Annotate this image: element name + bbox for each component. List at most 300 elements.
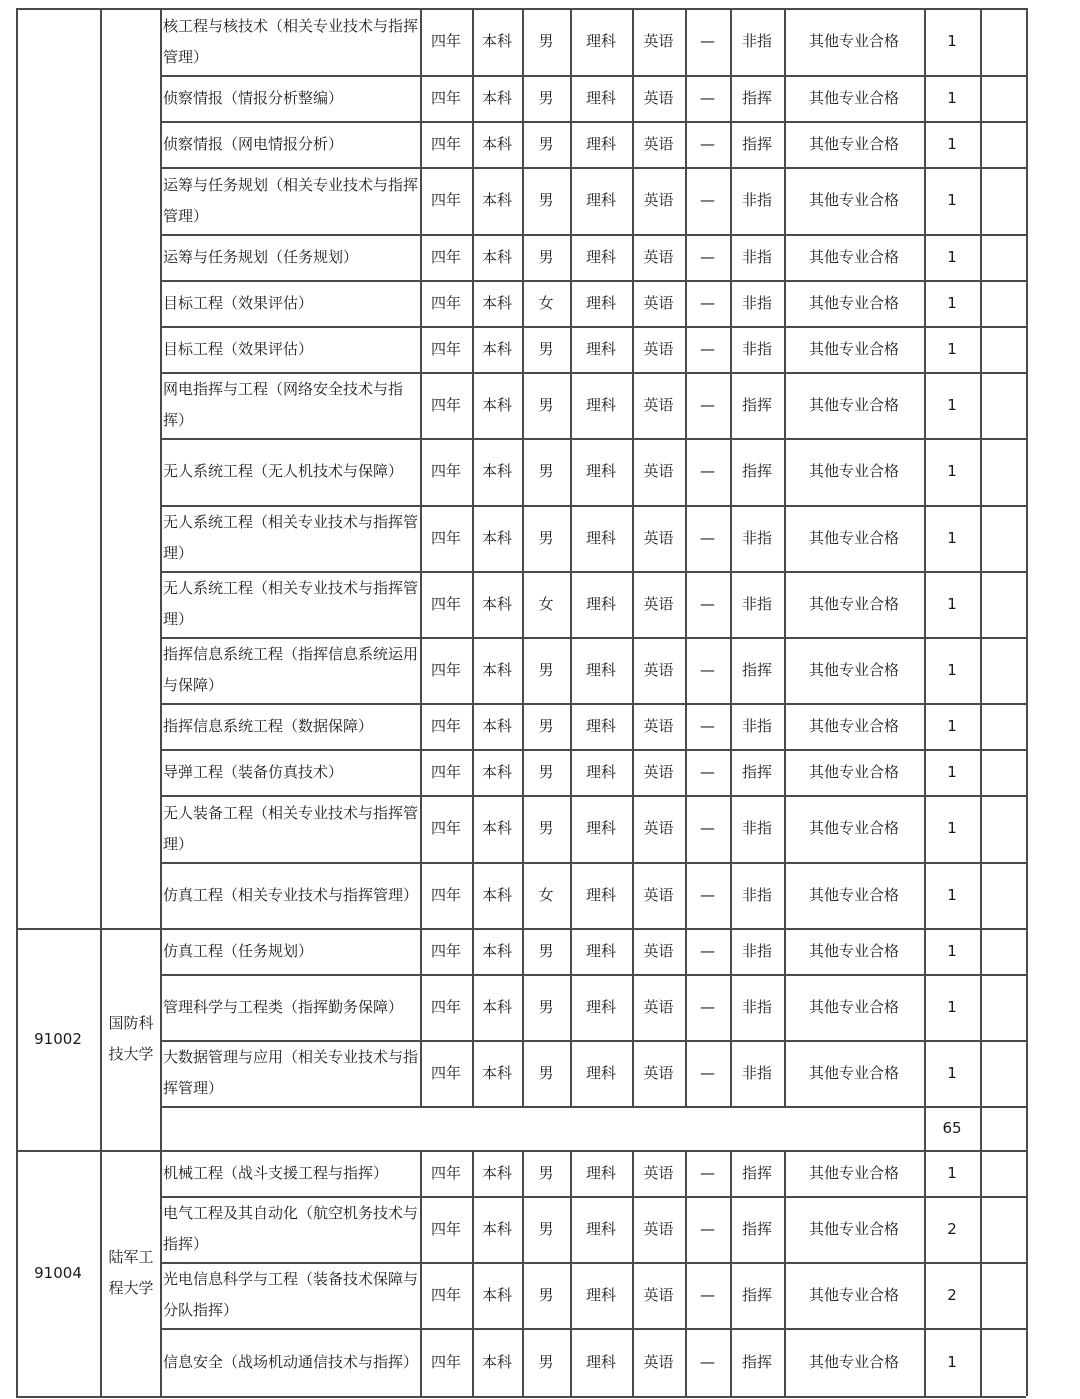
grid-line — [980, 1328, 982, 1396]
table-cell-language — [632, 928, 685, 974]
table-cell-type — [730, 862, 784, 928]
grid-line — [1026, 8, 1028, 75]
school-name — [104, 1150, 158, 1396]
grid-line — [980, 749, 982, 795]
table-cell-dash — [685, 1040, 730, 1106]
table-cell-type-text: 非指 — [741, 247, 772, 266]
table-cell-gender — [522, 372, 570, 438]
table-cell-dash — [685, 974, 730, 1040]
table-cell-type-text: 指挥 — [741, 1352, 772, 1371]
table-cell-length-text: 四年 — [430, 716, 461, 735]
table-cell-physical-text: 其他专业合格 — [808, 885, 899, 904]
table-cell-level-text: 本科 — [481, 191, 512, 209]
table-cell-gender-text: 男 — [538, 1285, 554, 1304]
table-cell-type-text: 指挥 — [741, 1163, 772, 1182]
table-cell-major — [161, 1040, 420, 1106]
table-cell-major-text: 仿真工程（相关专业技术与指挥管理） — [163, 885, 419, 904]
table-cell-type-text: 非指 — [741, 339, 772, 358]
table-cell-type — [730, 121, 784, 167]
table-cell-language — [632, 1150, 685, 1196]
grid-line — [980, 1196, 982, 1262]
grid-line — [980, 703, 982, 749]
table-cell-dash-text: — — [700, 88, 715, 107]
table-cell-language — [632, 1328, 685, 1396]
table-cell-length — [420, 167, 472, 234]
table-cell-count — [924, 234, 980, 280]
table-cell-dash-text: — — [700, 885, 715, 904]
table-cell-language — [632, 372, 685, 438]
table-cell-count — [924, 1040, 980, 1106]
table-cell-level-text: 本科 — [481, 462, 512, 480]
grid-line — [160, 1106, 1026, 1108]
table-cell-major — [161, 795, 420, 862]
table-cell-subject — [570, 505, 632, 571]
table-cell-language — [632, 862, 685, 928]
table-cell-subject — [570, 326, 632, 372]
table-cell-count-text: 1 — [947, 293, 957, 312]
table-cell-physical-text: 其他专业合格 — [808, 293, 899, 312]
table-cell-level — [472, 121, 522, 167]
table-cell-dash-text: — — [700, 997, 715, 1016]
table-cell-gender-text: 男 — [538, 1219, 554, 1238]
table-cell-language — [632, 703, 685, 749]
table-cell-length — [420, 280, 472, 326]
table-cell-type-text: 非指 — [741, 528, 772, 547]
table-cell-major — [161, 749, 420, 795]
table-cell-dash — [685, 438, 730, 505]
table-cell-gender — [522, 974, 570, 1040]
table-cell-language — [632, 571, 685, 637]
table-cell-dash — [685, 795, 730, 862]
table-cell-length — [420, 862, 472, 928]
table-cell-level — [472, 1328, 522, 1396]
table-cell-gender — [522, 121, 570, 167]
table-cell-language-text: 英语 — [643, 762, 674, 781]
table-cell-count-text: 1 — [947, 941, 957, 960]
table-cell-subject-text: 理科 — [585, 885, 616, 904]
table-cell-language — [632, 280, 685, 326]
table-cell-language-text: 英语 — [643, 134, 674, 153]
table-cell-dash — [685, 121, 730, 167]
table-cell-physical-text: 其他专业合格 — [808, 462, 899, 480]
table-cell-gender — [522, 167, 570, 234]
table-cell-type-text: 非指 — [741, 716, 772, 735]
table-cell-gender-text: 男 — [538, 339, 554, 358]
table-cell-gender-text: 男 — [538, 660, 554, 679]
table-cell-length-text: 四年 — [430, 1285, 461, 1304]
table-cell-level-text: 本科 — [481, 395, 512, 414]
table-cell-dash — [685, 372, 730, 438]
table-cell-physical — [784, 703, 924, 749]
table-cell-language — [632, 326, 685, 372]
table-cell-physical-text: 其他专业合格 — [808, 247, 899, 266]
table-cell-level-text: 本科 — [481, 1352, 512, 1371]
table-cell-major-text: 电气工程及其自动化（航空机务技术与指挥） — [163, 1204, 419, 1253]
table-cell-type — [730, 1328, 784, 1396]
table-cell-level-text: 本科 — [481, 660, 512, 679]
table-cell-physical-text: 其他专业合格 — [808, 1219, 899, 1238]
table-cell-type — [730, 637, 784, 703]
table-cell-language — [632, 795, 685, 862]
table-cell-major-text: 管理科学与工程类（指挥勤务保障） — [163, 997, 404, 1016]
table-cell-gender — [522, 637, 570, 703]
table-cell-level — [472, 505, 522, 571]
table-cell-length — [420, 234, 472, 280]
grid-line — [980, 1262, 982, 1328]
table-cell-type — [730, 280, 784, 326]
table-cell-dash — [685, 703, 730, 749]
grid-line — [1026, 372, 1028, 438]
table-cell-gender-text: 女 — [538, 885, 554, 904]
table-cell-gender-text: 男 — [538, 1163, 554, 1182]
table-cell-subject-text: 理科 — [585, 1063, 616, 1082]
table-cell-length-text: 四年 — [430, 997, 461, 1016]
table-cell-language-text: 英语 — [643, 941, 674, 960]
table-cell-major-text: 指挥信息系统工程（指挥信息系统运用与保障） — [163, 645, 419, 694]
table-cell-subject-text: 理科 — [585, 1285, 616, 1304]
grid-line — [1026, 928, 1028, 974]
table-cell-count-text: 2 — [947, 1219, 957, 1238]
table-cell-physical-text: 其他专业合格 — [808, 191, 899, 209]
table-cell-dash-text: — — [700, 395, 715, 414]
table-cell-language-text: 英语 — [643, 997, 674, 1016]
table-cell-gender — [522, 438, 570, 505]
table-cell-dash-text: — — [700, 1285, 715, 1304]
table-cell-language-text: 英语 — [643, 1163, 674, 1182]
table-cell-subject — [570, 571, 632, 637]
grid-line — [1026, 703, 1028, 749]
table-cell-dash — [685, 1150, 730, 1196]
table-cell-dash — [685, 8, 730, 75]
grid-line — [980, 928, 982, 974]
table-cell-type-text: 非指 — [741, 1063, 772, 1082]
table-cell-length-text: 四年 — [430, 462, 461, 480]
table-cell-major — [161, 438, 420, 505]
table-cell-length — [420, 703, 472, 749]
table-cell-language — [632, 637, 685, 703]
table-cell-language — [632, 234, 685, 280]
table-cell-level — [472, 167, 522, 234]
table-cell-type — [730, 749, 784, 795]
table-cell-language — [632, 438, 685, 505]
table-cell-dash-text: — — [700, 1063, 715, 1082]
table-cell-gender-text: 男 — [538, 134, 554, 153]
table-cell-length-text: 四年 — [430, 941, 461, 960]
table-cell-major — [161, 928, 420, 974]
table-cell-language-text: 英语 — [643, 32, 674, 50]
table-cell-level — [472, 928, 522, 974]
grid-line — [980, 75, 982, 121]
grid-line — [1026, 280, 1028, 326]
table-cell-length — [420, 505, 472, 571]
table-cell-count-text: 1 — [947, 1163, 957, 1182]
table-cell-language-text: 英语 — [643, 819, 674, 837]
table-cell-physical — [784, 637, 924, 703]
table-cell-type-text: 指挥 — [741, 88, 772, 107]
grid-line — [1026, 637, 1028, 703]
table-cell-gender — [522, 703, 570, 749]
table-cell-physical-text: 其他专业合格 — [808, 528, 899, 547]
table-cell-language-text: 英语 — [643, 660, 674, 679]
table-cell-length — [420, 1262, 472, 1328]
table-cell-physical-text: 其他专业合格 — [808, 1352, 899, 1371]
table-cell-count — [924, 1328, 980, 1396]
table-cell-physical-text: 其他专业合格 — [808, 134, 899, 153]
table-cell-length — [420, 438, 472, 505]
table-cell-major — [161, 167, 420, 234]
table-cell-physical — [784, 372, 924, 438]
grid-line — [980, 1150, 982, 1196]
table-cell-type — [730, 1040, 784, 1106]
grid-line — [1026, 974, 1028, 1040]
grid-line — [980, 795, 982, 862]
table-cell-language — [632, 8, 685, 75]
table-cell-type — [730, 326, 784, 372]
table-cell-type — [730, 974, 784, 1040]
table-cell-dash-text: — — [700, 32, 715, 50]
table-cell-count-text: 1 — [947, 395, 957, 414]
grid-line — [980, 505, 982, 571]
table-cell-dash-text: — — [700, 716, 715, 735]
table-cell-subject — [570, 280, 632, 326]
table-cell-length — [420, 795, 472, 862]
table-cell-major — [161, 372, 420, 438]
table-cell-subject — [570, 234, 632, 280]
table-cell-subject-text: 理科 — [585, 32, 616, 50]
table-cell-gender — [522, 1196, 570, 1262]
group-total-count — [924, 1106, 980, 1150]
table-cell-physical-text: 其他专业合格 — [808, 339, 899, 358]
table-cell-length — [420, 1196, 472, 1262]
grid-line — [1026, 1106, 1028, 1150]
table-cell-length-text: 四年 — [430, 1352, 461, 1371]
table-cell-dash-text: — — [700, 191, 715, 209]
table-cell-count — [924, 862, 980, 928]
grid-line — [1026, 795, 1028, 862]
school-code-text: 91002 — [34, 1029, 82, 1048]
table-cell-subject — [570, 703, 632, 749]
table-cell-dash-text: — — [700, 1352, 715, 1371]
table-cell-length — [420, 637, 472, 703]
table-cell-major — [161, 1150, 420, 1196]
table-cell-level-text: 本科 — [481, 716, 512, 735]
table-cell-count-text: 1 — [947, 819, 957, 837]
table-cell-subject-text: 理科 — [585, 293, 616, 312]
table-cell-level — [472, 795, 522, 862]
table-cell-level-text: 本科 — [481, 339, 512, 358]
table-cell-physical-text: 其他专业合格 — [808, 997, 899, 1016]
table-cell-physical-text: 其他专业合格 — [808, 762, 899, 781]
table-cell-language-text: 英语 — [643, 1063, 674, 1082]
table-cell-language — [632, 167, 685, 234]
table-cell-count-text: 1 — [947, 88, 957, 107]
table-cell-gender-text: 男 — [538, 1063, 554, 1082]
grid-line — [980, 280, 982, 326]
table-cell-dash — [685, 505, 730, 571]
table-cell-type — [730, 795, 784, 862]
table-cell-subject — [570, 862, 632, 928]
table-cell-gender — [522, 75, 570, 121]
table-cell-major-text: 大数据管理与应用（相关专业技术与指挥管理） — [163, 1048, 419, 1097]
table-cell-language-text: 英语 — [643, 293, 674, 312]
table-cell-count — [924, 795, 980, 862]
table-cell-count-text: 1 — [947, 716, 957, 735]
table-cell-level-text: 本科 — [481, 762, 512, 781]
table-cell-count — [924, 637, 980, 703]
school-name — [104, 8, 158, 928]
table-cell-level-text: 本科 — [481, 1063, 512, 1082]
table-cell-length-text: 四年 — [430, 762, 461, 781]
table-cell-subject — [570, 749, 632, 795]
table-cell-count — [924, 75, 980, 121]
table-cell-level-text: 本科 — [481, 819, 512, 837]
table-cell-major — [161, 1262, 420, 1328]
grid-line — [1026, 1040, 1028, 1106]
table-cell-count-text: 2 — [947, 1285, 957, 1304]
table-cell-gender — [522, 1040, 570, 1106]
table-cell-gender-text: 男 — [538, 247, 554, 266]
table-cell-type-text: 非指 — [741, 32, 772, 50]
table-cell-dash-text: — — [700, 594, 715, 613]
table-cell-level-text: 本科 — [481, 997, 512, 1016]
grid-line — [980, 326, 982, 372]
table-cell-gender — [522, 1150, 570, 1196]
table-cell-gender-text: 男 — [538, 997, 554, 1016]
table-cell-major-text: 导弹工程（装备仿真技术） — [163, 762, 344, 781]
table-cell-gender-text: 男 — [538, 32, 554, 50]
table-cell-count — [924, 121, 980, 167]
table-cell-subject-text: 理科 — [585, 762, 616, 781]
table-cell-gender — [522, 280, 570, 326]
table-cell-dash-text: — — [700, 528, 715, 547]
table-cell-gender — [522, 326, 570, 372]
table-cell-gender-text: 男 — [538, 941, 554, 960]
table-cell-dash-text: — — [700, 134, 715, 153]
table-cell-subject-text: 理科 — [585, 1219, 616, 1238]
table-cell-subject-text: 理科 — [585, 660, 616, 679]
table-cell-dash-text: — — [700, 1219, 715, 1238]
table-cell-length — [420, 749, 472, 795]
table-cell-subject-text: 理科 — [585, 88, 616, 107]
table-cell-level — [472, 280, 522, 326]
table-cell-major-text: 信息安全（战场机动通信技术与指挥） — [163, 1352, 419, 1371]
table-cell-major — [161, 1196, 420, 1262]
table-cell-type-text: 指挥 — [741, 1219, 772, 1238]
table-cell-gender-text: 男 — [538, 191, 554, 209]
table-cell-count — [924, 167, 980, 234]
grid-line — [1026, 749, 1028, 795]
table-cell-count-text: 1 — [947, 1063, 957, 1082]
table-cell-physical — [784, 234, 924, 280]
table-cell-type-text: 指挥 — [741, 134, 772, 153]
school-name — [104, 928, 158, 1150]
table-cell-gender — [522, 234, 570, 280]
table-cell-dash — [685, 571, 730, 637]
table-cell-subject-text: 理科 — [585, 191, 616, 209]
table-cell-major-text: 无人系统工程（相关专业技术与指挥管理） — [163, 579, 419, 628]
table-cell-major-text: 侦察情报（情报分析整编） — [163, 88, 344, 107]
table-cell-type — [730, 571, 784, 637]
table-cell-type — [730, 505, 784, 571]
table-cell-type — [730, 928, 784, 974]
table-cell-type — [730, 1196, 784, 1262]
table-cell-length-text: 四年 — [430, 395, 461, 414]
table-cell-count — [924, 974, 980, 1040]
table-cell-language — [632, 1196, 685, 1262]
table-cell-physical-text: 其他专业合格 — [808, 819, 899, 837]
table-cell-type-text: 非指 — [741, 293, 772, 312]
table-cell-count-text: 1 — [947, 32, 957, 50]
table-cell-major — [161, 974, 420, 1040]
grid-line — [1026, 505, 1028, 571]
table-cell-length — [420, 121, 472, 167]
table-cell-physical — [784, 1196, 924, 1262]
table-cell-major-text: 光电信息科学与工程（装备技术保障与分队指挥） — [163, 1270, 419, 1319]
table-cell-length-text: 四年 — [430, 134, 461, 153]
table-cell-dash — [685, 280, 730, 326]
table-cell-length-text: 四年 — [430, 594, 461, 613]
grid-line — [980, 1106, 982, 1150]
table-cell-physical-text: 其他专业合格 — [808, 594, 899, 613]
table-cell-dash — [685, 1196, 730, 1262]
table-cell-level-text: 本科 — [481, 528, 512, 547]
table-cell-gender-text: 男 — [538, 819, 554, 837]
table-cell-major-text: 仿真工程（任务规划） — [163, 941, 314, 960]
table-cell-physical — [784, 795, 924, 862]
table-cell-language-text: 英语 — [643, 716, 674, 735]
table-cell-major — [161, 505, 420, 571]
table-cell-major-text: 目标工程（效果评估） — [163, 293, 314, 312]
table-cell-subject — [570, 167, 632, 234]
table-cell-major-text: 无人装备工程（相关专业技术与指挥管理） — [163, 803, 419, 853]
table-cell-major-text: 运筹与任务规划（相关专业技术与指挥管理） — [163, 175, 419, 225]
table-cell-language — [632, 749, 685, 795]
table-cell-gender-text: 男 — [538, 395, 554, 414]
table-cell-subject — [570, 372, 632, 438]
table-cell-subject — [570, 928, 632, 974]
table-cell-physical — [784, 505, 924, 571]
table-cell-major — [161, 121, 420, 167]
table-cell-type-text: 非指 — [741, 819, 772, 837]
table-cell-length-text: 四年 — [430, 1219, 461, 1238]
table-cell-type — [730, 1150, 784, 1196]
grid-line — [1026, 1328, 1028, 1396]
grid-line — [980, 862, 982, 928]
table-cell-dash-text: — — [700, 762, 715, 781]
table-cell-length-text: 四年 — [430, 819, 461, 837]
table-cell-dash — [685, 928, 730, 974]
table-cell-physical — [784, 326, 924, 372]
table-cell-gender — [522, 795, 570, 862]
table-cell-major — [161, 1328, 420, 1396]
table-cell-dash — [685, 75, 730, 121]
table-cell-length — [420, 326, 472, 372]
table-cell-physical — [784, 167, 924, 234]
grid-line — [980, 974, 982, 1040]
table-cell-dash — [685, 637, 730, 703]
school-code-text: 91004 — [34, 1263, 82, 1282]
table-cell-count-text: 1 — [947, 885, 957, 904]
table-cell-major — [161, 326, 420, 372]
table-cell-level — [472, 862, 522, 928]
table-cell-type-text: 非指 — [741, 594, 772, 613]
table-cell-subject-text: 理科 — [585, 528, 616, 547]
table-cell-level — [472, 974, 522, 1040]
school-name-text: 国防科技大学 — [108, 1014, 154, 1063]
table-cell-subject — [570, 1328, 632, 1396]
table-cell-subject-text: 理科 — [585, 247, 616, 266]
table-cell-subject — [570, 637, 632, 703]
